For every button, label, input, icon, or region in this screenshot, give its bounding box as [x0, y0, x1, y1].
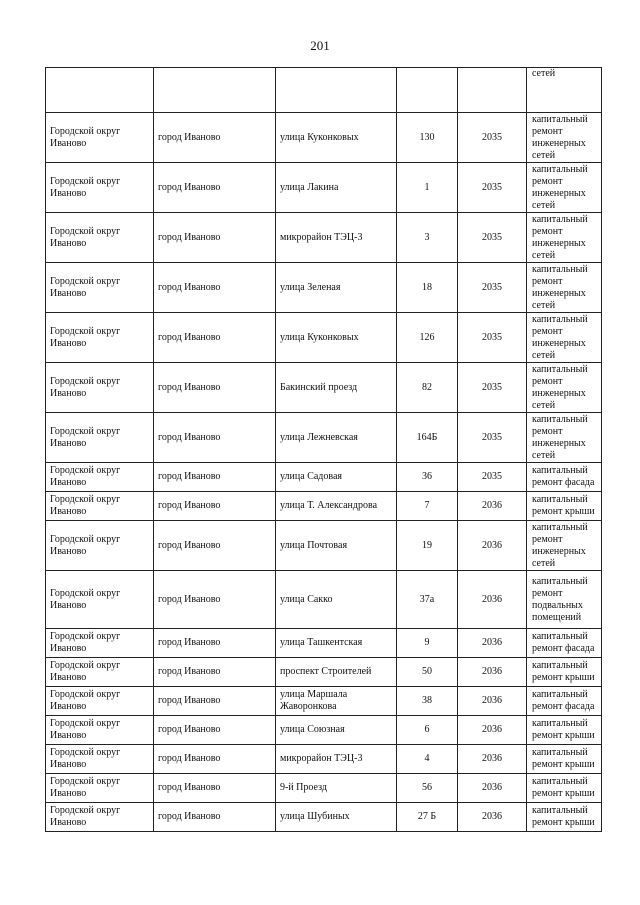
- year-cell: 2036: [458, 629, 527, 658]
- settlement-cell: город Иваново: [154, 774, 276, 803]
- street-cell: микрорайон ТЭЦ-3: [276, 213, 397, 263]
- house-cell: 82: [397, 363, 458, 413]
- house-cell: 37а: [397, 571, 458, 629]
- work-type-cell: сетей: [527, 68, 602, 113]
- house-cell: 19: [397, 521, 458, 571]
- year-cell: 2036: [458, 803, 527, 832]
- settlement-cell: город Иваново: [154, 263, 276, 313]
- street-cell: Бакинский проезд: [276, 363, 397, 413]
- work-type-cell: капитальный ремонт инженерных сетей: [527, 213, 602, 263]
- work-type-cell: капитальный ремонт инженерных сетей: [527, 313, 602, 363]
- settlement-cell: город Иваново: [154, 463, 276, 492]
- year-cell: 2035: [458, 363, 527, 413]
- table-row: [46, 363, 602, 413]
- municipality-cell: Городской округ Иваново: [46, 263, 154, 313]
- street-cell: улица Шубиных: [276, 803, 397, 832]
- street-cell: проспект Строителей: [276, 658, 397, 687]
- work-type-cell: капитальный ремонт крыши: [527, 745, 602, 774]
- municipality-cell: Городской округ Иваново: [46, 163, 154, 213]
- work-type-cell: капитальный ремонт фасада: [527, 687, 602, 716]
- municipality-cell: Городской округ Иваново: [46, 774, 154, 803]
- settlement-cell: город Иваново: [154, 521, 276, 571]
- year-cell: 2036: [458, 658, 527, 687]
- table-row: [46, 413, 602, 463]
- work-type-cell: капитальный ремонт фасада: [527, 463, 602, 492]
- table-row: [46, 571, 602, 629]
- street-cell: улица Куконковых: [276, 313, 397, 363]
- work-type-cell: капитальный ремонт крыши: [527, 716, 602, 745]
- municipality-cell: Городской округ Иваново: [46, 413, 154, 463]
- street-cell: улица Союзная: [276, 716, 397, 745]
- settlement-cell: [154, 68, 276, 113]
- repair-schedule-table: [45, 67, 602, 832]
- work-type-cell: капитальный ремонт подвальных помещений: [527, 571, 602, 629]
- table-row: [46, 263, 602, 313]
- work-type-cell: капитальный ремонт инженерных сетей: [527, 263, 602, 313]
- street-cell: улица Куконковых: [276, 113, 397, 163]
- house-cell: 7: [397, 492, 458, 521]
- house-cell: 6: [397, 716, 458, 745]
- table-row: [46, 113, 602, 163]
- house-cell: 130: [397, 113, 458, 163]
- street-cell: 9-й Проезд: [276, 774, 397, 803]
- house-cell: 1: [397, 163, 458, 213]
- settlement-cell: город Иваново: [154, 687, 276, 716]
- work-type-cell: капитальный ремонт инженерных сетей: [527, 113, 602, 163]
- work-type-cell: капитальный ремонт инженерных сетей: [527, 413, 602, 463]
- year-cell: 2036: [458, 745, 527, 774]
- settlement-cell: город Иваново: [154, 413, 276, 463]
- municipality-cell: Городской округ Иваново: [46, 687, 154, 716]
- street-cell: микрорайон ТЭЦ-3: [276, 745, 397, 774]
- work-type-cell: капитальный ремонт инженерных сетей: [527, 521, 602, 571]
- table-row: [46, 313, 602, 363]
- house-cell: 50: [397, 658, 458, 687]
- municipality-cell: Городской округ Иваново: [46, 363, 154, 413]
- settlement-cell: город Иваново: [154, 716, 276, 745]
- year-cell: 2036: [458, 774, 527, 803]
- table-row: [46, 521, 602, 571]
- house-cell: 27 Б: [397, 803, 458, 832]
- table-row: [46, 213, 602, 263]
- table-row: [46, 629, 602, 658]
- municipality-cell: Городской округ Иваново: [46, 745, 154, 774]
- street-cell: [276, 68, 397, 113]
- municipality-cell: Городской округ Иваново: [46, 313, 154, 363]
- municipality-cell: Городской округ Иваново: [46, 521, 154, 571]
- municipality-cell: Городской округ Иваново: [46, 716, 154, 745]
- settlement-cell: город Иваново: [154, 113, 276, 163]
- municipality-cell: Городской округ Иваново: [46, 213, 154, 263]
- year-cell: 2036: [458, 521, 527, 571]
- table-row: [46, 658, 602, 687]
- settlement-cell: город Иваново: [154, 213, 276, 263]
- table-row: [46, 68, 602, 113]
- house-cell: 36: [397, 463, 458, 492]
- year-cell: 2035: [458, 263, 527, 313]
- municipality-cell: Городской округ Иваново: [46, 492, 154, 521]
- settlement-cell: город Иваново: [154, 629, 276, 658]
- municipality-cell: Городской округ Иваново: [46, 803, 154, 832]
- settlement-cell: город Иваново: [154, 492, 276, 521]
- settlement-cell: город Иваново: [154, 571, 276, 629]
- house-cell: 38: [397, 687, 458, 716]
- work-type-cell: капитальный ремонт крыши: [527, 492, 602, 521]
- page-number: 201: [310, 38, 330, 53]
- year-cell: 2035: [458, 313, 527, 363]
- work-type-cell: капитальный ремонт фасада: [527, 629, 602, 658]
- house-cell: 56: [397, 774, 458, 803]
- year-cell: [458, 68, 527, 113]
- street-cell: улица Лежневская: [276, 413, 397, 463]
- street-cell: улица Ташкентская: [276, 629, 397, 658]
- house-cell: 9: [397, 629, 458, 658]
- settlement-cell: город Иваново: [154, 658, 276, 687]
- year-cell: 2035: [458, 213, 527, 263]
- year-cell: 2035: [458, 163, 527, 213]
- year-cell: 2036: [458, 716, 527, 745]
- settlement-cell: город Иваново: [154, 803, 276, 832]
- municipality-cell: Городской округ Иваново: [46, 113, 154, 163]
- street-cell: улица Сакко: [276, 571, 397, 629]
- year-cell: 2035: [458, 463, 527, 492]
- house-cell: 3: [397, 213, 458, 263]
- house-cell: [397, 68, 458, 113]
- table-row: [46, 716, 602, 745]
- year-cell: 2036: [458, 687, 527, 716]
- street-cell: улица Т. Александрова: [276, 492, 397, 521]
- street-cell: улица Почтовая: [276, 521, 397, 571]
- street-cell: улица Садовая: [276, 463, 397, 492]
- work-type-cell: капитальный ремонт крыши: [527, 803, 602, 832]
- municipality-cell: [46, 68, 154, 113]
- table-row: [46, 774, 602, 803]
- house-cell: 18: [397, 263, 458, 313]
- municipality-cell: Городской округ Иваново: [46, 463, 154, 492]
- year-cell: 2035: [458, 413, 527, 463]
- settlement-cell: город Иваново: [154, 745, 276, 774]
- work-type-cell: капитальный ремонт инженерных сетей: [527, 363, 602, 413]
- municipality-cell: Городской округ Иваново: [46, 658, 154, 687]
- year-cell: 2035: [458, 113, 527, 163]
- table-row: [46, 687, 602, 716]
- table-row: [46, 745, 602, 774]
- settlement-cell: город Иваново: [154, 313, 276, 363]
- settlement-cell: город Иваново: [154, 163, 276, 213]
- street-cell: улица Маршала Жаворонкова: [276, 687, 397, 716]
- street-cell: улица Лакина: [276, 163, 397, 213]
- municipality-cell: Городской округ Иваново: [46, 571, 154, 629]
- house-cell: 164Б: [397, 413, 458, 463]
- street-cell: улица Зеленая: [276, 263, 397, 313]
- year-cell: 2036: [458, 492, 527, 521]
- work-type-cell: капитальный ремонт крыши: [527, 658, 602, 687]
- work-type-cell: капитальный ремонт крыши: [527, 774, 602, 803]
- year-cell: 2036: [458, 571, 527, 629]
- house-cell: 126: [397, 313, 458, 363]
- settlement-cell: город Иваново: [154, 363, 276, 413]
- house-cell: 4: [397, 745, 458, 774]
- work-type-cell: капитальный ремонт инженерных сетей: [527, 163, 602, 213]
- table-row: [46, 463, 602, 492]
- table-row: [46, 803, 602, 832]
- table-row: [46, 163, 602, 213]
- municipality-cell: Городской округ Иваново: [46, 629, 154, 658]
- table-row: [46, 492, 602, 521]
